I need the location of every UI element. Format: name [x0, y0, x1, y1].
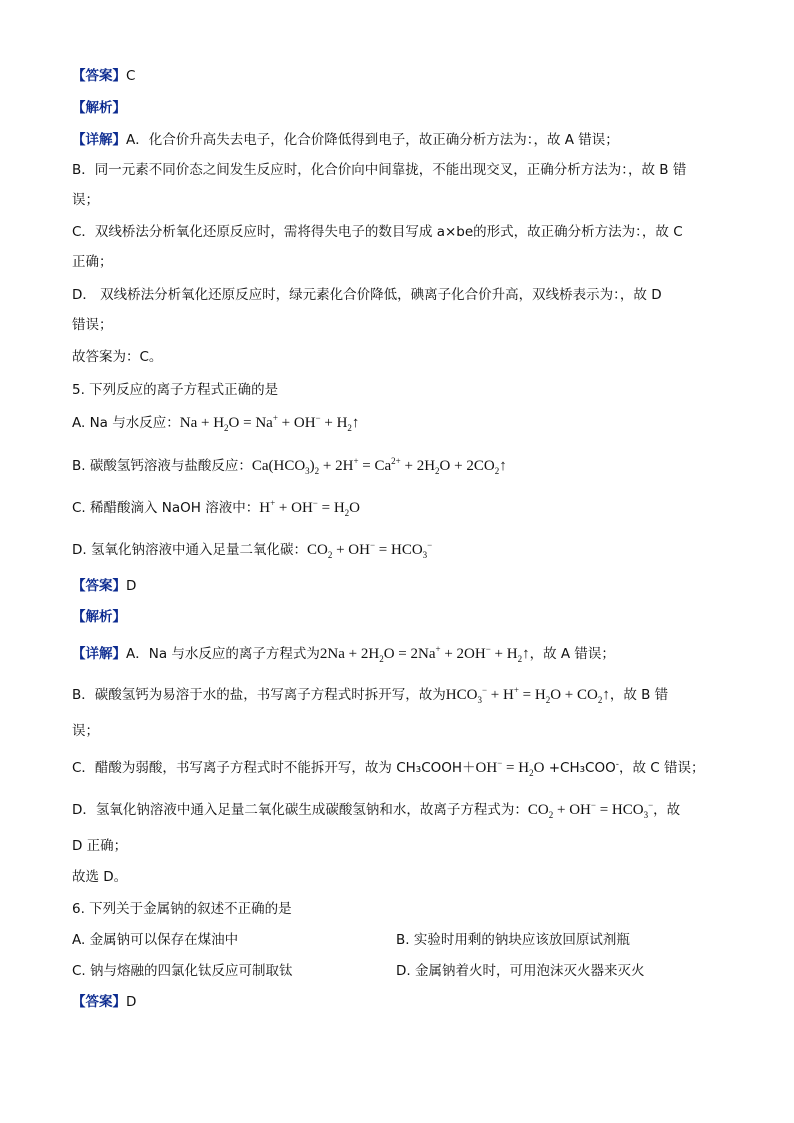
q5-exp-b: B．碳酸氢钙为易溶于水的盐，书写离子方程式时拆开写，故为$HCO_3^- + H^+ = H_2O$ + $CO_2↑$，故 B 错 [72, 685, 669, 705]
q5-option-b: B. 碳酸氢钙溶液与盐酸反应：$Ca(HCO_3)_2 + 2H^+ = Ca^{2+} + 2H_2O$ + $2CO_2↑$ [72, 456, 507, 476]
q4-line-b2: 误； [72, 192, 99, 208]
answer-value: D [126, 578, 137, 594]
q4-line-c1: C．双线桥法分析氧化还原反应时，需将得失电子的数目写成 a×be的形式，故正确分析方法为：，故 C [72, 224, 683, 240]
q6-option-a: A. 金属钠可以保存在煤油中 [72, 932, 239, 948]
equation-d: $CO_2 + OH^- = HCO_3^-$ [306, 540, 433, 560]
q4-detail-line-a: 【详解】A．化合价升高失去电子，化合价降低得到电子，故正确分析方法为：，故 A 错误； [72, 132, 619, 148]
answer-value: C [126, 68, 136, 84]
equation-a: $Na + H_2O = Na^+ + OH^-$ + $H_2↑$ [179, 413, 360, 433]
q4-analysis-tag: 【解析】 [72, 100, 126, 116]
q6-option-d: D. 金属钠着火时，可用泡沫灭火器来灭火 [396, 963, 645, 979]
q5-answer [72, 576, 136, 596]
q5-option-d: D. 氢氧化钠溶液中通入足量二氧化碳：$CO_2 + OH^- = HCO_3^-$ [72, 540, 433, 560]
q4-line-d2: 错误； [72, 317, 113, 333]
q5-exp-b2: 误； [72, 723, 99, 739]
q5-exp-a: 【详解】A．Na 与水反应的离子方程式为$2Na + 2H_2O = 2Na^+ + 2OH^-$ + $H_2↑$，故 A 错误； [72, 644, 615, 664]
q5-exp-d2: D 正确； [72, 838, 128, 854]
answer-tag: 【答案】 [72, 994, 126, 1010]
q5-analysis-tag: 【解析】 [72, 609, 126, 625]
q4-line-d1: D． 双线桥法分析氧化还原反应时，绿元素化合价降低，碘离子化合价升高，双线桥表示为：，故 D [72, 287, 662, 303]
q6-option-b: B. 实验时用剩的钠块应该放回原试剂瓶 [396, 932, 630, 948]
q6-option-c: C. 钠与熔融的四氯化钛反应可制取钛 [72, 963, 293, 979]
q6-answer [72, 992, 136, 1012]
answer-tag: 【答案】 [72, 578, 126, 594]
q6-stem: 6. 下列关于金属钠的叙述不正确的是 [72, 901, 292, 917]
q5-conclusion: 故选 D。 [72, 869, 128, 885]
q4-line-c2: 正确； [72, 254, 113, 270]
equation-c: $H^+ + OH^- = H_2O$ [259, 498, 361, 518]
q5-option-a: A. Na 与水反应：$Na + H_2O = Na^+ + OH^-$ + $H_2↑$ [72, 413, 360, 433]
detail-tag: 【详解】 [72, 646, 126, 662]
q5-stem: 5. 下列反应的离子方程式正确的是 [72, 382, 279, 398]
q4-answer [72, 66, 135, 86]
q5-option-c: C. 稀醋酸滴入 NaOH 溶液中：$H^+ + OH^- = H_2O$ [72, 498, 361, 518]
detail-tag: 【详解】 [72, 132, 126, 148]
q4-line-b1: B．同一元素不同价态之间发生反应时，化合价向中间靠拢，不能出现交叉，正确分析方法为：，故 B 错 [72, 162, 687, 178]
answer-tag: 【答案】 [72, 68, 126, 84]
answer-value: D [126, 994, 137, 1010]
q5-exp-c: C．醋酸为弱酸，书写离子方程式时不能拆开写，故为 CH₃COOH＋OH− = $H_2O +CH_3COO^-$，故 C 错误； [72, 758, 705, 778]
equation-b: $Ca(HCO_3)_2 + 2H^+ = Ca^{2+} + 2H_2O$ + $2CO_2↑$ [251, 456, 507, 476]
q5-exp-d: D．氢氧化钠溶液中通入足量二氧化碳生成碳酸氢钠和水，故离子方程式为：$CO_2 + OH^- = HCO_3^-$，故 [72, 800, 681, 820]
q4-conclusion: 故答案为：C。 [72, 349, 163, 365]
